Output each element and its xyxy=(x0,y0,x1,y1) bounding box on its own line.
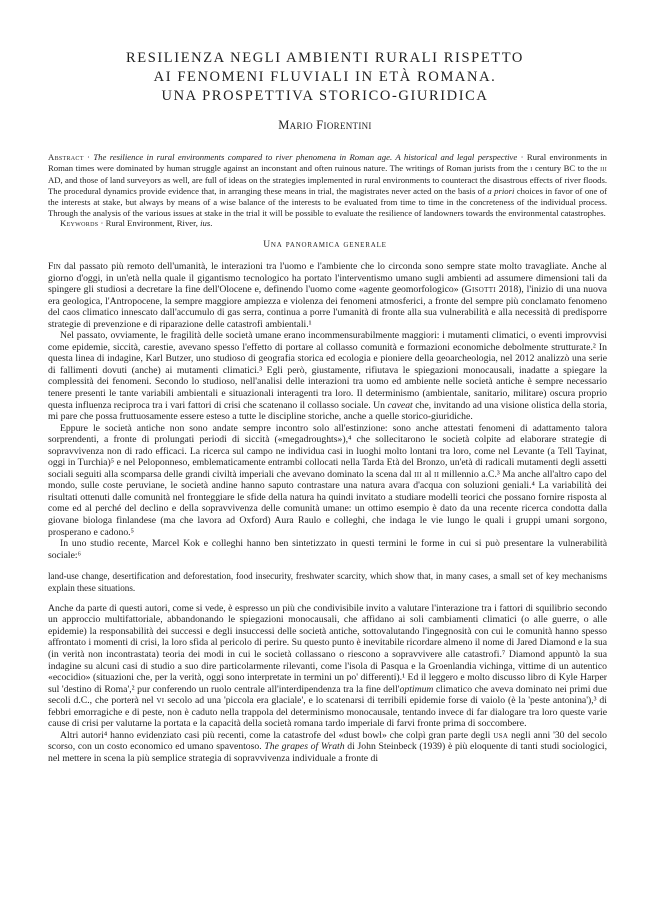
paragraph-1 xyxy=(48,261,607,330)
paragraph-text: Altri autori⁴ hanno evidenziato casi più recenti, come la catastrofe del «dust bowl» che colpì gran parte degli xyxy=(60,729,494,741)
keywords-label: Keywords xyxy=(60,218,99,228)
paragraph-text: Nel passato, ovviamente, le fragilità delle società umane erano incommensurabilmente maggiori: i mutamenti climatici, o eventi improvvisi come epidemie, siccità, carestie, avevano spesso l'effetto di portare al collasso comunità e formazioni economiche debolmente strutturate.² In questa linea di indagine, Karl Butzer, uno studioso di geografia storica ed ecologia e pioniere della geoarcheologia, nel 2012 analizzò una serie di fallimenti dovuti (anche) ai mutamenti climatici.³ Egli però, giustamente, rifiutava le spiegazioni monocausali, inadatte a spiegare la complessità dei fenomeni. Secondo lo studioso, nell'analisi delle interazioni tra uomo ed ambiente nelle società antiche è sempre necessario tenere presenti le tante variabili ambientali e situazionali interagenti tra loro. Il determinismo (ambientale, sanitario, militare) oscura proprio questa influenza reciproca tra i vari fattori di crisi che scatenano il collasso sociale. Un xyxy=(48,330,607,411)
millennium-numeral: ii xyxy=(433,468,440,480)
paragraph-text: che, invitando ad una visione olistica della storia, mi pare che possa fruttuosamente essere esteso a tutte le discipline storiche, anche a quelle storico-giuridiche. xyxy=(48,399,607,423)
abstract-title: The resilience in rural environments compared to river phenomena in Roman age. A historical and legal perspective xyxy=(93,152,518,162)
abstract-separator: · xyxy=(83,152,94,162)
section-heading: Una panoramica generale xyxy=(263,240,387,250)
keywords xyxy=(60,218,600,229)
abstract xyxy=(48,152,607,220)
abstract-separator-2: · xyxy=(517,152,527,162)
paragraph-text: Eppure le società antiche non sono andate sempre incontro solo all'estinzione: sono anche attestati fenomeni di adattamento talora sorprendenti, a fronte di prolungati periodi di siccità («megadroughts»),⁴ che sollecitarono le società colpite ad elaborare strategie di sopravvivenza non di rado efficaci. La ricerca sul campo ne individua casi in luoghi molto lontani tra loro, come nel Levante (a Tell Tayinat, oggi in Turchia)⁵ e nel Peloponneso, emblematicamente entrambi collocati nella Tarda Età del Bronzo, un'età di radicali mutamenti degli assetti sociali seguiti alla scomparsa delle grandi civiltà imperiali che avevano dominato la scena dal xyxy=(48,422,607,480)
paragraph-3 xyxy=(48,423,607,538)
paragraph-5 xyxy=(48,603,607,730)
lead-word: Fin xyxy=(48,261,61,272)
paragraph-text: negli anni '30 del secolo scorso, con un costo economico ed umano spaventoso. xyxy=(48,729,607,753)
citation: Gisotti xyxy=(464,284,496,296)
abstract-text: AD, and those of land surveyors as well, are full of ideas on the strategies implemented in rural environments to counteract the disastrous effects of river floods. The procedural dynamics provide evidence that, in arranging these means in trial, the magistrates never acted on the basis of xyxy=(48,174,607,196)
author-name: Mario Fiorentini xyxy=(278,118,372,132)
paragraph-text: di John Steinbeck (1939) è più eloquente di tanti studi sociologici, nel mettere in scena la più semplice strategia di sopravvivenza individuale a fronte di xyxy=(48,741,608,764)
paragraph-text: secolo ad una 'piccola era glaciale', e lo scatenarsi di terribili epidemie forse di vaiolo (è la 'peste antonina'),³ di febbri emorragiche e di peste, non è caduto nella trappola del determinismo monocausale, tentando invece di far dialogare tra loro queste varie cause di crisi per valutarne la portata e la capacità della società romana tardo imperiale di farvi fronte prima di soccombere. xyxy=(48,695,607,730)
title-line-3: UNA PROSPETTIVA STORICO-GIURIDICA xyxy=(161,88,489,104)
paragraph-2 xyxy=(48,330,607,422)
article-title xyxy=(40,49,610,106)
book-title: The grapes of Wrath xyxy=(264,741,345,753)
abstract-text: Rural environments in Roman times were dominated by human struggle against an inconstant and often ruinous nature. The writings of Roman jurists from the xyxy=(48,152,607,174)
paragraph-6 xyxy=(48,730,607,765)
paragraph-text: al xyxy=(421,468,434,480)
optimum: optimum xyxy=(399,683,434,695)
block-quote: land-use change, desertification and deforestation, food insecurity, freshwater scarcity, which show that, in many cases, a small set of key mechanisms explain these situations. xyxy=(48,571,607,593)
title-line-2: AI FENOMENI FLUVIALI IN ETÀ ROMANA. xyxy=(153,69,497,85)
century-numeral: i xyxy=(530,163,533,174)
paragraph-text: Anche da parte di questi autori, come si vede, è espresso un più che condivisibile invito a valutare l'interazione tra i fattori di squilibrio secondo un approccio multifattoriale, abbandonando le spiegazioni monocausali, che affidano ai soli cambiamenti climatici (o alle guerre, o alle epidemie) la responsabilità dei successi e degli insuccessi delle società antiche, sottovalutando l'ingegnosità con cui le comunità hanno spesso affrontato i momenti di crisi, la loro sfida al pericolo di perire. Su questo punto è inevitabile ricordare almeno il nome di Jared Diamond e la sua (in verità non incontrastata) teoria dei modi in cui le società collassano o riescono a sopravvivere alle catastrofi.⁷ Diamond appuntò la sua indagine su alcuni casi di studio a suo dire particolarmente rilevanti, come l'isola di Pasqua e la Groenlandia vichinga, vittime di un autentico «ecocidio» (situazioni che, per la verità, oggi sono interpretate in termini un po' differenti).¹ Ed il leggero e molto discusso libro di Kyle Harper sul 'destino di Roma',² pur conferendo un ruolo centrale all'interdipendenza tra la fine dell' xyxy=(48,602,607,695)
paragraph-text: dal passato più remoto dell'umanità, le interazioni tra l'uomo e l'ambiente che lo circonda sono sempre state molto travagliate. Anche al giorno d'oggi, in un'età nella quale il gigantismo tecnologico ha portato l'interventismo umano sugli ambienti ad assumere dimensioni tali da spingere gli studiosi a decretare la fine dell'Olocene e, definendo l'uomo come «agente geomorfologico» ( xyxy=(48,261,607,296)
keywords-end: . xyxy=(210,218,213,228)
usa: usa xyxy=(493,729,509,741)
abstract-label: Abstract xyxy=(48,152,84,162)
a-priori: a priori xyxy=(487,185,515,196)
paragraph-4: In uno studio recente, Marcel Kok e colleghi hanno ben sintetizzato in questi termini le forme in cui si può presentare la vulnerabilità sociale:⁶ xyxy=(48,538,607,561)
title-line-1: RESILIENZA NEGLI AMBIENTI RURALI RISPETTO xyxy=(125,50,524,66)
century-numeral: iii xyxy=(600,163,607,174)
abstract-text: century BC to the xyxy=(532,163,601,174)
paragraph-text: climatico che aveva dominato nei primi due secoli d.C., che porterà nel xyxy=(48,683,608,707)
body-text xyxy=(48,261,607,764)
abstract-text: choices in favor of one of the interests at stake, but always by means of a wise balance of the interests to be evaluated from time to time in the concreteness of the individual process. Through the analysis of the various issues at stake in the trial it will be possible to evaluate the resilience of landowners towards the environmental catastrophes. xyxy=(48,185,608,219)
keywords-text: · Rural Environment, River, xyxy=(98,218,201,228)
paragraph-text: millennio a.C.³ Ma anche all'altro capo del mondo, sulle coste peruviane, le società andine hanno saputo contrastare una natura avara d'acqua con soluzioni geniali.⁴ La variabilità dei risultati ottenuti dalle comunità nel fronteggiare le sfide della natura ha quindi invitato a studiare modelli teorici che possano fornire risposta al come ed al perché del declino e della sopravvivenza delle comunità umane: un ottimo esempio è dato da una recente ricerca condotta dalla giovane biologa finlandese (ma che lavora ad Oxford) Aura Raulo e colleghi, che indaga le vie lungo le quali i gruppi umani sorgono, prosperano e cadono.⁵ xyxy=(48,468,607,538)
paragraph-text: 2018), l'inizio di una nuova era geologica, l'Antropocene, la sempre maggiore ampiezza e violenza dei fenomeni atmosferici, a fronte del sempre più conclamato fenomeno del caos climatico innescato dall'accumulo di gas serra, continua a porre l'umanità di fronte alla sua vulnerabilità e alla necessità di predisporre strategie di prevenzione e di riparazione delle catastrofi ambientali.¹ xyxy=(48,284,607,330)
century-numeral: vi xyxy=(156,695,165,707)
millennium-numeral: iii xyxy=(414,468,422,480)
keyword-ius: ius xyxy=(200,218,211,228)
caveat: caveat xyxy=(387,399,413,411)
